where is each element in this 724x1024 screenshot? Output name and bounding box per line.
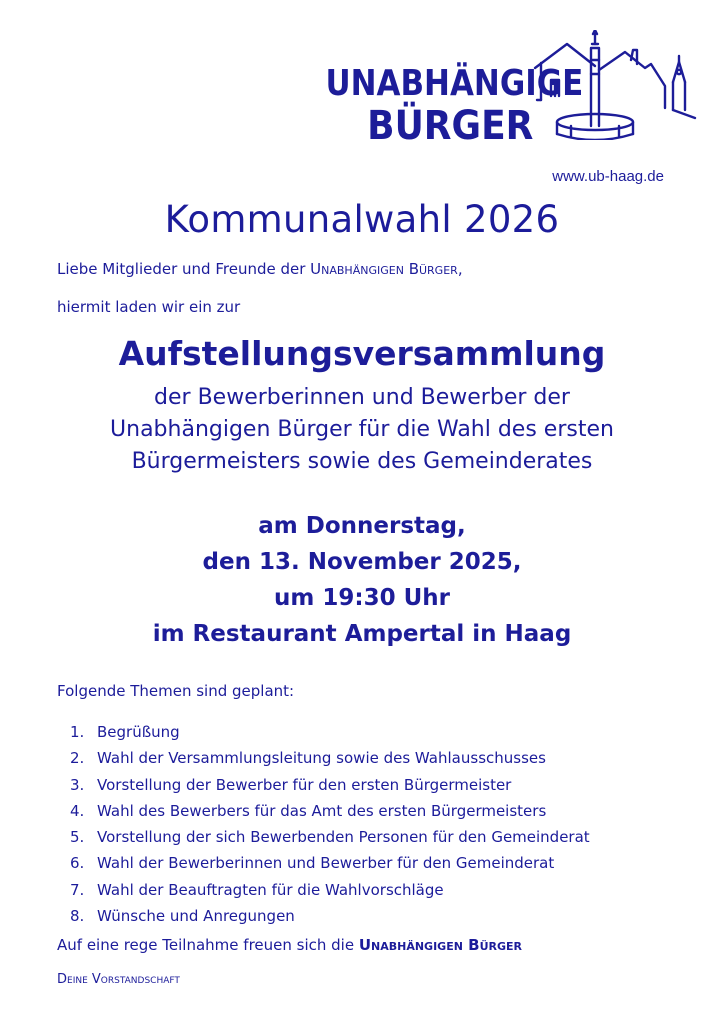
list-item [70, 721, 590, 747]
list-item [70, 852, 590, 878]
list-item [70, 826, 590, 852]
greeting [57, 260, 463, 278]
list-item-text: Begrüßung [97, 723, 180, 741]
subline-1: der Bewerberinnen und Bewerber der [154, 385, 570, 410]
list-item [70, 879, 590, 905]
closing-line [57, 936, 522, 954]
list-item-number: 6. [70, 854, 85, 873]
invite-line: hiermit laden wir ein zur [57, 298, 241, 316]
event-location: im Restaurant Ampertal in Haag [152, 621, 572, 647]
list-item-text: Wahl der Versammlungsleitung sowie des Wahlausschusses [97, 749, 546, 768]
list-item-text: Wahl der Bewerberinnen und Bewerber für den Gemeinderat [97, 854, 555, 873]
greeting-prefix: Liebe Mitglieder und Freunde der [57, 260, 311, 278]
village-tower-drawing-icon [533, 30, 698, 140]
topics-list [70, 721, 590, 931]
list-item-number: 4. [70, 801, 85, 820]
event-time: um 19:30 Uhr [274, 585, 450, 611]
list-item-number: 7. [70, 880, 85, 899]
logo-wordmark [291, 63, 584, 149]
list-item-text: Wahl der Beauftragten für die Wahlvorschläge [97, 880, 444, 899]
closing-brand: Unabhängigen Bürger [358, 936, 522, 954]
list-item-number: 2. [70, 749, 85, 768]
list-item-number: 8. [70, 907, 85, 926]
list-item [70, 800, 590, 826]
list-item-number: 3. [70, 775, 85, 794]
event-details [0, 508, 724, 652]
logo-line-unabhaengige: UNABHÄNGIGE [325, 63, 584, 104]
topics-intro: Folgende Themen sind geplant: [57, 682, 295, 700]
website-link[interactable]: www.ub-haag.de [552, 168, 664, 185]
event-date: den 13. November 2025, [202, 549, 522, 575]
list-item [70, 905, 590, 931]
subline-2: Unabhängigen Bürger für die Wahl des ersten [110, 417, 614, 442]
list-item [70, 774, 590, 800]
list-item-number: 5. [70, 828, 85, 847]
signature: Deine Vorstandschaft [57, 972, 180, 987]
headline: Aufstellungsversammlung [118, 334, 606, 373]
greeting-suffix: , [457, 260, 463, 278]
closing-prefix: Auf eine rege Teilnahme freuen sich die [57, 936, 359, 954]
list-item-number: 1. [70, 723, 85, 741]
list-item-text: Wahl des Bewerbers für das Amt des ersten Bürgermeisters [97, 801, 547, 820]
subline-3: Bürgermeisters sowie des Gemeinderates [131, 449, 593, 474]
list-item-text: Vorstellung der Bewerber für den ersten Bürgermeister [97, 775, 512, 794]
subline [0, 382, 724, 478]
page-title: Kommunalwahl 2026 [164, 198, 560, 241]
list-item-text: Wünsche und Anregungen [97, 907, 295, 926]
list-item [70, 747, 590, 773]
logo-line-buerger: BÜRGER [367, 103, 534, 149]
event-day: am Donnerstag, [258, 513, 466, 539]
list-item-text: Vorstellung der sich Bewerbenden Personen für den Gemeinderat [97, 828, 590, 847]
greeting-org: Unabhängigen Bürger [310, 260, 458, 278]
